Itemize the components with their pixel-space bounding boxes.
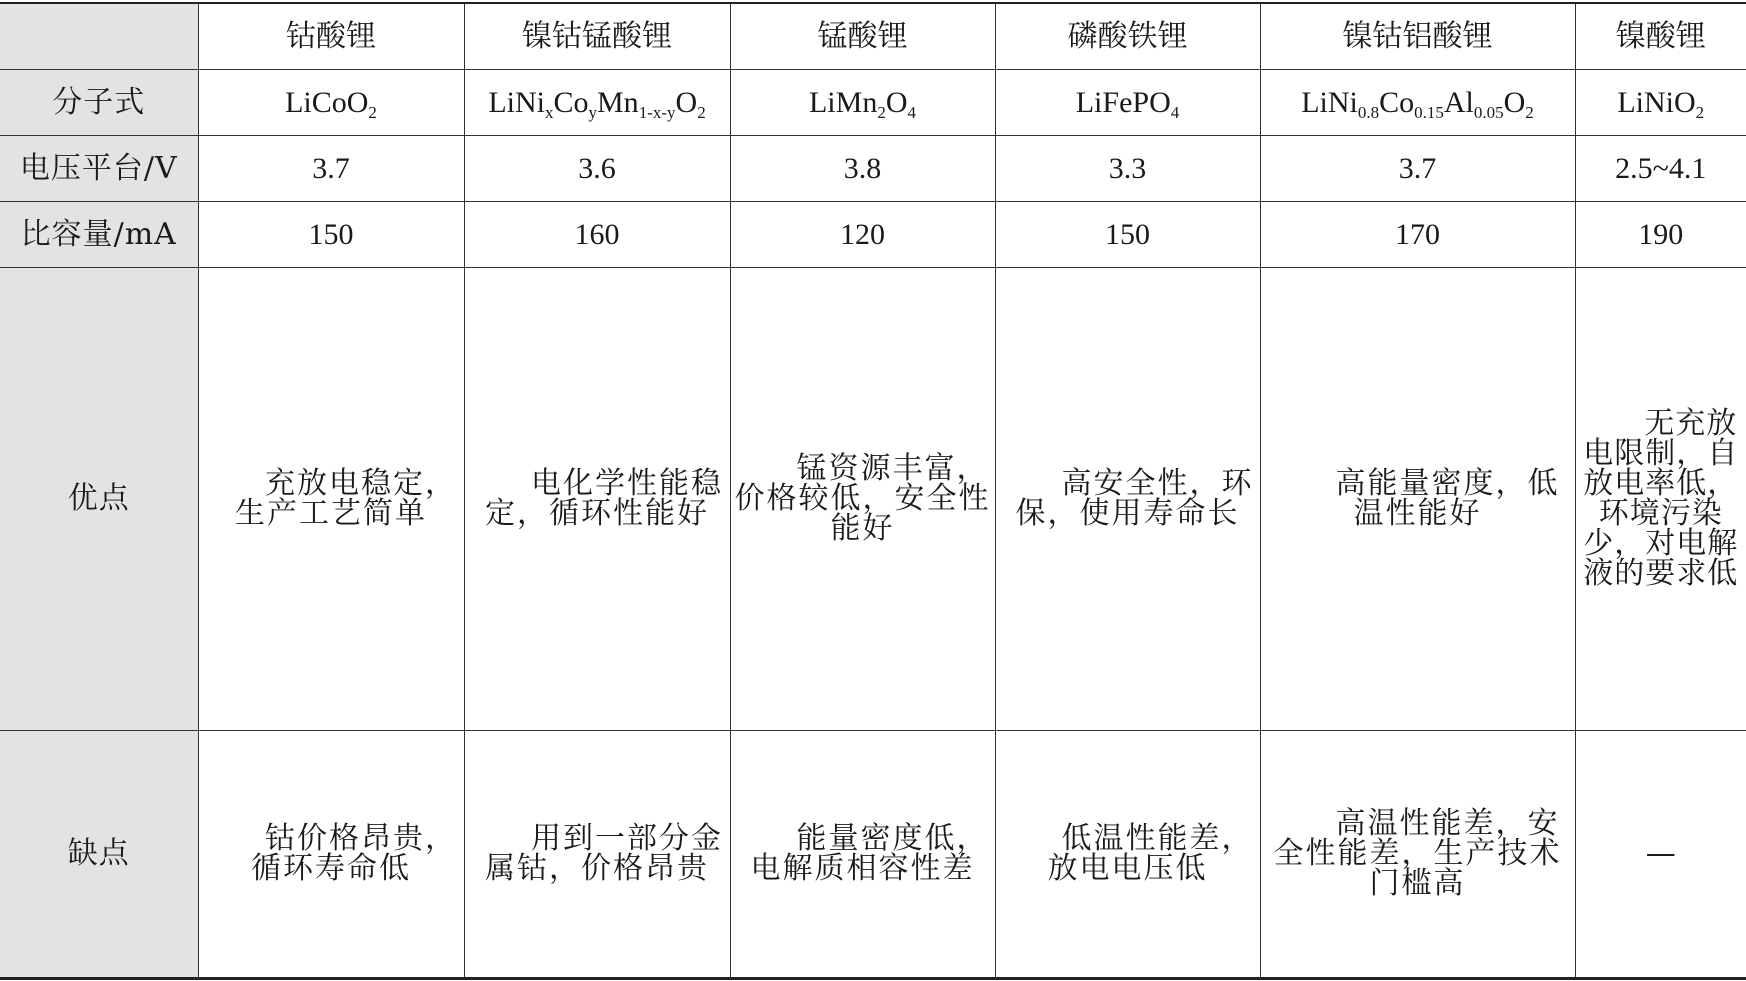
- formula-text: LiNi: [1301, 85, 1358, 119]
- disadvantages-row: [0, 731, 1746, 979]
- formula-text: O: [1503, 85, 1526, 119]
- formula-text: LiNiO: [1617, 85, 1696, 119]
- formula-text: LiFePO: [1075, 85, 1171, 119]
- advantages-row: [0, 268, 1746, 731]
- row-label-capacity: 比容量/mA: [0, 202, 198, 268]
- formula-subscript: 0.15: [1414, 102, 1444, 122]
- capacity-cell: 150: [198, 202, 464, 268]
- formula-subscript: y: [588, 102, 597, 122]
- advantage-cell: 高能量密度，低温性能好: [1260, 268, 1575, 731]
- row-label-voltage: 电压平台/V: [0, 136, 198, 202]
- capacity-cell: 190: [1575, 202, 1746, 268]
- formula-text: LiNi: [488, 85, 545, 119]
- voltage-cell: 3.8: [730, 136, 995, 202]
- voltage-cell: 2.5~4.1: [1575, 136, 1746, 202]
- formula-subscript: 4: [907, 102, 916, 122]
- capacity-row: [0, 202, 1746, 268]
- row-label-disadvantages: 缺点: [0, 731, 198, 979]
- advantage-cell: 高安全性，环保，使用寿命长: [995, 268, 1260, 731]
- disadvantage-cell: 低温性能差，放电电压低: [995, 731, 1260, 979]
- formula-subscript: 2: [697, 102, 706, 122]
- voltage-cell: 3.7: [198, 136, 464, 202]
- header-linio2: 镍酸锂: [1575, 3, 1746, 70]
- header-ncm: 镍钴锰酸锂: [464, 3, 730, 70]
- battery-comparison-table: [0, 2, 1746, 980]
- formula-cell: [730, 70, 995, 136]
- disadvantage-cell: 用到一部分金属钴，价格昂贵: [464, 731, 730, 979]
- formula-text: Co: [553, 85, 589, 119]
- formula-text: LiMn: [808, 85, 878, 119]
- formula-subscript: 0.8: [1357, 102, 1380, 122]
- formula-text: Al: [1443, 85, 1474, 119]
- formula-cell: [1260, 70, 1575, 136]
- formula-text: O: [885, 85, 908, 119]
- formula-subscript: 2: [1695, 102, 1705, 122]
- voltage-row: [0, 136, 1746, 202]
- formula-subscript: 4: [1170, 102, 1180, 122]
- formula-subscript: 2: [1525, 102, 1534, 122]
- disadvantage-cell: 高温性能差，安全性能差，生产技术门槛高: [1260, 731, 1575, 979]
- disadvantage-cell: 钴价格昂贵，循环寿命低: [198, 731, 464, 979]
- corner-cell: [0, 3, 198, 70]
- formula-text: Mn: [597, 85, 639, 119]
- formula-cell: [198, 70, 464, 136]
- capacity-cell: 120: [730, 202, 995, 268]
- advantage-cell: 充放电稳定，生产工艺简单: [198, 268, 464, 731]
- disadvantage-cell: 能量密度低，电解质相容性差: [730, 731, 995, 979]
- disadvantage-cell: —: [1575, 731, 1746, 979]
- advantage-cell: 锰资源丰富，价格较低，安全性能好: [730, 268, 995, 731]
- header-nca: 镍钴铝酸锂: [1260, 3, 1575, 70]
- formula-subscript: 0.05: [1473, 102, 1504, 122]
- header-licoo2: 钴酸锂: [198, 3, 464, 70]
- capacity-cell: 160: [464, 202, 730, 268]
- formula-subscript: 2: [368, 102, 377, 122]
- advantage-cell: 电化学性能稳定，循环性能好: [464, 268, 730, 731]
- formula-cell: [464, 70, 730, 136]
- voltage-cell: 3.3: [995, 136, 1260, 202]
- voltage-cell: 3.6: [464, 136, 730, 202]
- advantage-cell: 无充放电限制，自放电率低，环境污染少，对电解液的要求低: [1575, 268, 1746, 731]
- formula-subscript: x: [544, 102, 554, 122]
- capacity-cell: 150: [995, 202, 1260, 268]
- row-label-formula: 分子式: [0, 70, 198, 136]
- formula-text: O: [675, 85, 698, 119]
- formula-cell: [995, 70, 1260, 136]
- header-lifepo4: 磷酸铁锂: [995, 3, 1260, 70]
- formula-subscript: 2: [877, 102, 886, 122]
- formula-text: Co: [1379, 85, 1415, 119]
- header-limn2o4: 锰酸锂: [730, 3, 995, 70]
- header-row: [0, 3, 1746, 70]
- row-label-advantages: 优点: [0, 268, 198, 731]
- formula-row: [0, 70, 1746, 136]
- voltage-cell: 3.7: [1260, 136, 1575, 202]
- formula-cell: [1575, 70, 1746, 136]
- formula-text: LiCoO: [285, 85, 369, 119]
- formula-subscript: 1-x-y: [638, 102, 676, 122]
- capacity-cell: 170: [1260, 202, 1575, 268]
